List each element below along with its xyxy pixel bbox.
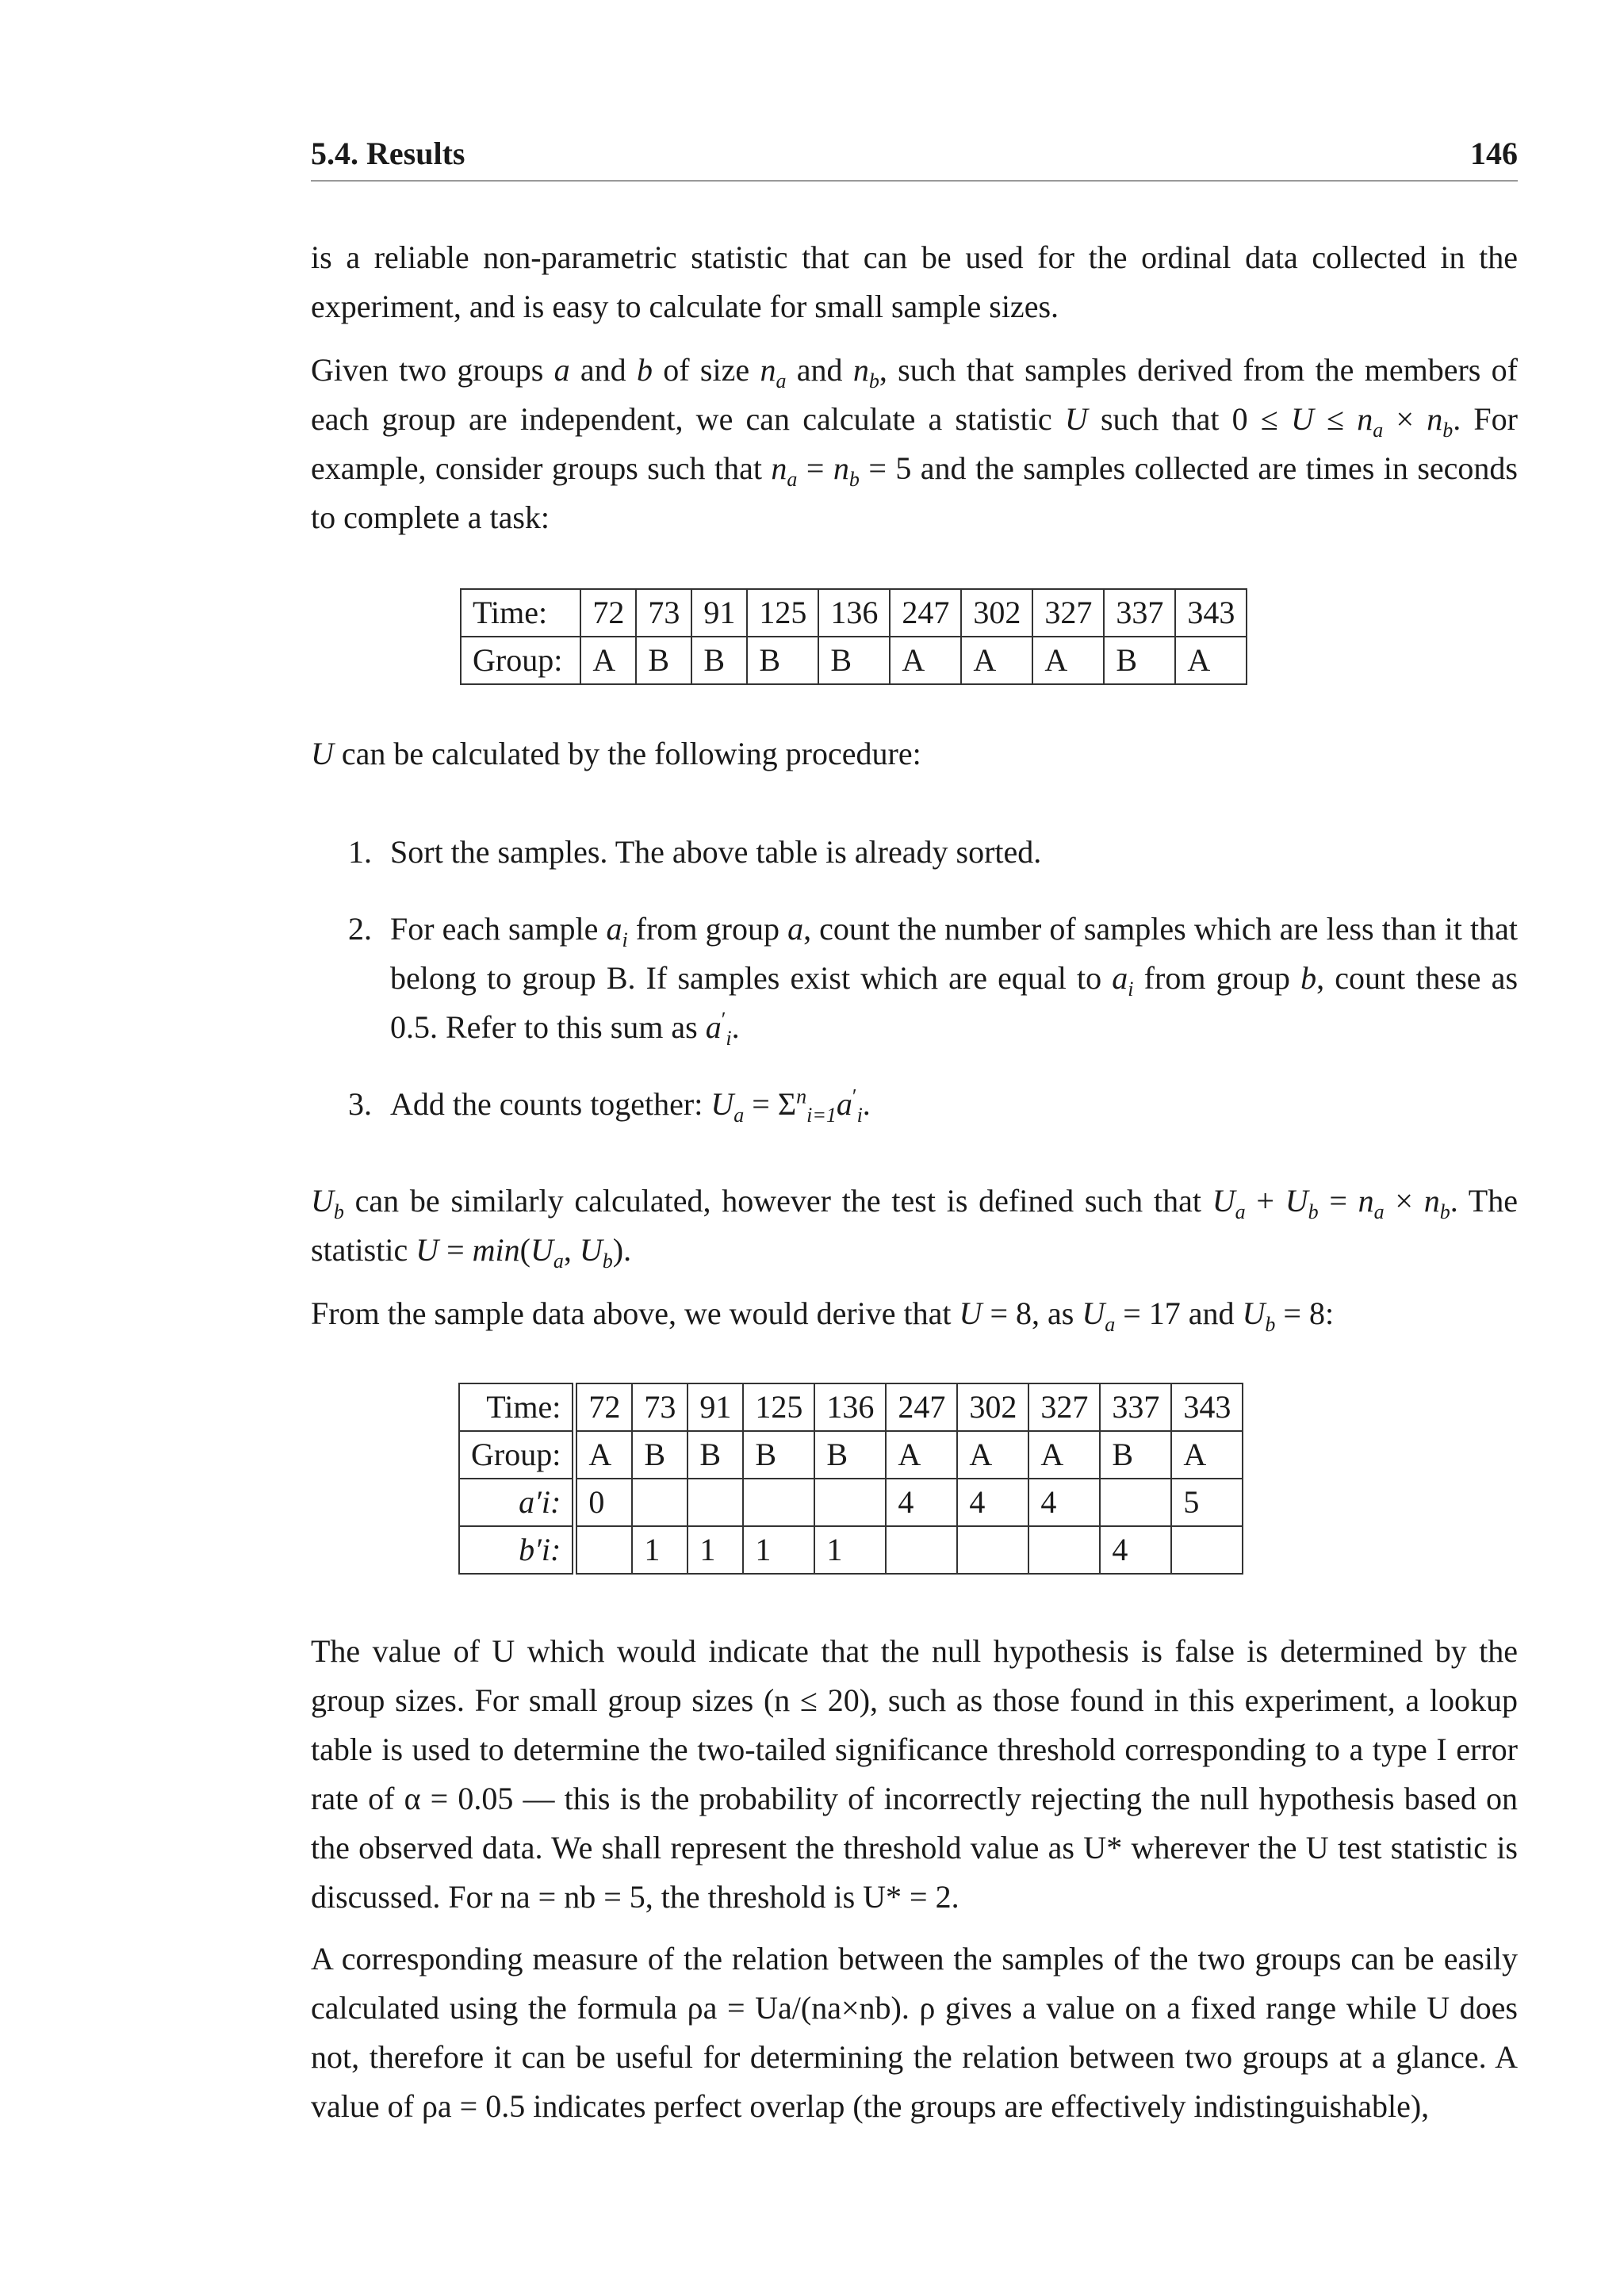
- table-row-time: Time: 72 73 91 125 136 247 302 327 337 343: [461, 589, 1247, 637]
- counts-table: [458, 1383, 1243, 1575]
- table-row-ai: a′i: 0 4 4 4 5: [459, 1479, 1243, 1526]
- table-row-group: Group: A B B B B A A A B A: [461, 637, 1247, 684]
- list-item-1: 1. Sort the samples. The above table is already sorted.: [348, 834, 1042, 870]
- paragraph-rho: A corresponding measure of the relation between the samples of the two groups can be easily calculated using the formula ρa = Ua/(na×nb). ρ gives a value on a fixed range while U does not, therefore it can be useful for determining the relation between two groups at a glance. A value of ρa = 0.5 indicates perfect overlap (the groups are effectively indistinguishable),: [311, 1941, 1518, 2124]
- paragraph-procedure-intro: U can be calculated by the following procedure:: [311, 736, 921, 771]
- table-row-bi: b′i: 1 1 1 1 4: [459, 1526, 1243, 1574]
- list-item-2: 2. For each sample $a_i$ from group a, count the number of samples which are less than it that belong to group B. If samples exist which are equal to $a_i$ from group b, count these as 0.5. Refer to this sum as $a'_i$.: [348, 911, 1519, 1050]
- paragraph-derivation: From the sample data above, we would derive that U = 8, as $U_a = 17$ and $U_b = 8$:: [311, 1295, 1335, 1336]
- list-item-3: 3. Add the counts together: $U_a = \Sigma^n_{i=1}a'_i$.: [348, 1085, 871, 1127]
- paragraph-ub: $U_b$ can be similarly calculated, however the test is defined such that $U_a + U_b = n_a \times n_b$. The statistic $U = \min(U_a$, $U_b$).: [311, 1183, 1518, 1272]
- sample-table: [460, 588, 1247, 685]
- page-number: 146: [1470, 136, 1518, 171]
- table-row-group: Group: A B B B B A A A B A: [459, 1431, 1243, 1479]
- section-title: 5.4. Results: [311, 136, 465, 171]
- table-row-time: Time: 72 73 91 125 136 247 302 327 337 343: [459, 1383, 1243, 1431]
- paragraph-intro: is a reliable non-parametric statistic that can be used for the ordinal data collected in the experiment, and is easy to calculate for small sample sizes.: [311, 239, 1518, 324]
- running-header: [311, 135, 1518, 182]
- paragraph-groups: Given two groups a and b of size $n_a$ and $n_b$, such that samples derived from the members of each group are independent, we can calculate a statistic U such that $0 \le U \le n_a \times n_b$. For example, consider groups such that $n_a = n_b = 5$ and the samples collected are times in seconds to complete a task:: [311, 352, 1519, 535]
- paragraph-threshold: The value of U which would indicate that the null hypothesis is false is determined by the group sizes. For small group sizes (n ≤ 20), such as those found in this experiment, a lookup table is used to determine the two-tailed significance threshold corresponding to a type I error rate of α = 0.05 — this is the probability of incorrectly rejecting the null hypothesis based on the observed data. We shall represent the threshold value as U* wherever the U test statistic is discussed. For na = nb = 5, the threshold is U* = 2.: [311, 1633, 1518, 1915]
